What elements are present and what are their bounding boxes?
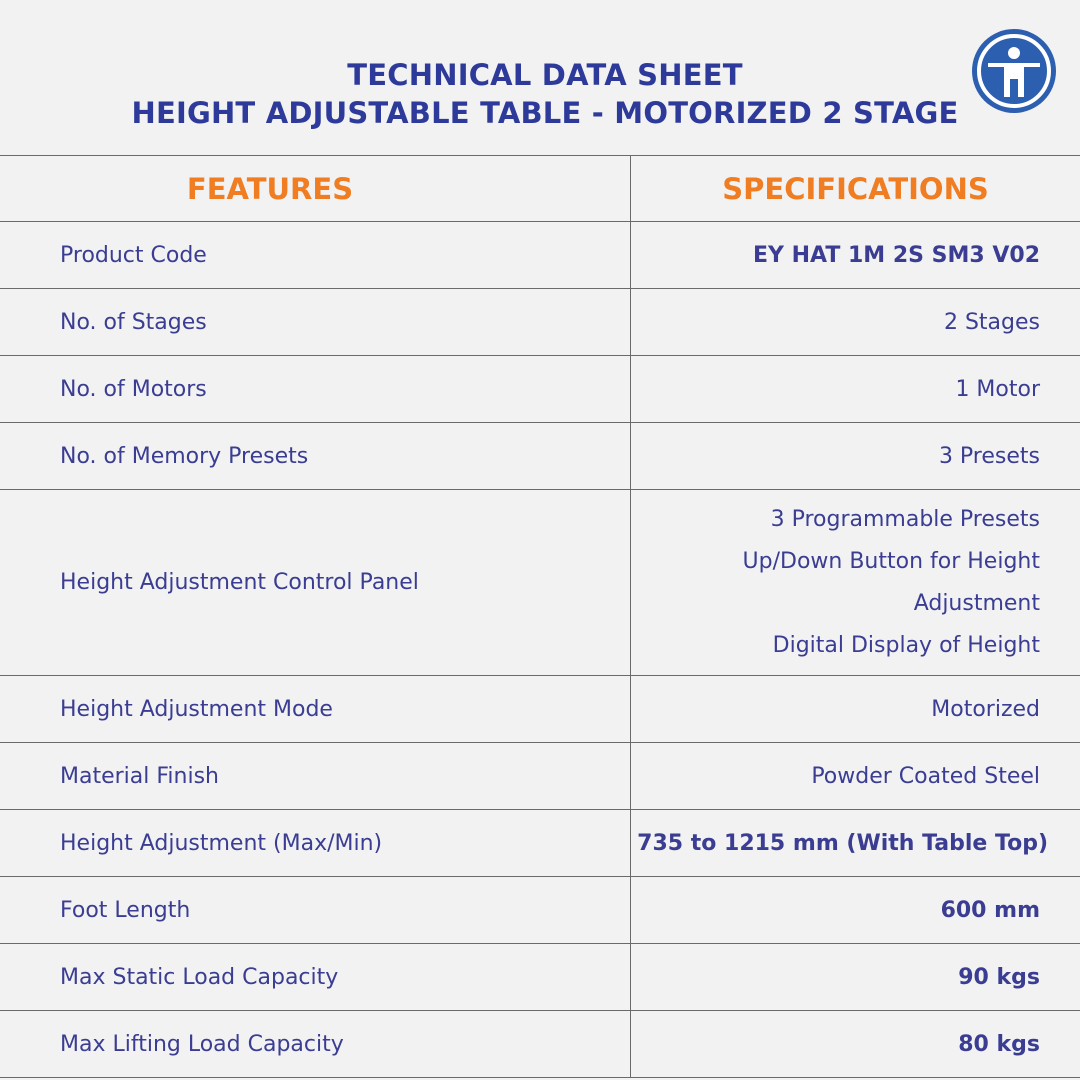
spec-value: EY HAT 1M 2S SM3 V02 — [631, 222, 1080, 289]
sheet-header — [0, 0, 1080, 155]
spec-line: Up/Down Button for Height Adjustment — [742, 548, 1040, 616]
page-title: TECHNICAL DATA SHEET — [347, 58, 743, 92]
table-row — [0, 1011, 1080, 1078]
feature-label: Material Finish — [0, 743, 631, 810]
feature-label: Height Adjustment (Max/Min) — [0, 810, 631, 877]
spec-value: Motorized — [631, 676, 1080, 743]
feature-label: No. of Motors — [0, 356, 631, 423]
spec-value: 1 Motor — [631, 356, 1080, 423]
spec-value: Powder Coated Steel — [631, 743, 1080, 810]
feature-label: Height Adjustment Mode — [0, 676, 631, 743]
table-row — [0, 676, 1080, 743]
table-row — [0, 356, 1080, 423]
vitruvian-man-icon — [970, 27, 1058, 115]
page-subtitle: HEIGHT ADJUSTABLE TABLE - MOTORIZED 2 STAGE — [131, 96, 959, 130]
table-row — [0, 222, 1080, 289]
spec-line: Digital Display of Height — [772, 632, 1040, 658]
feature-label: Height Adjustment Control Panel — [0, 490, 631, 676]
table-row — [0, 810, 1080, 877]
feature-label: No. of Stages — [0, 289, 631, 356]
table-row — [0, 490, 1080, 676]
table-row — [0, 289, 1080, 356]
spec-value: 600 mm — [631, 877, 1080, 944]
table-row — [0, 944, 1080, 1011]
feature-label: No. of Memory Presets — [0, 423, 631, 490]
features-header: FEATURES — [0, 156, 631, 222]
spec-value: 80 kgs — [631, 1011, 1080, 1078]
spec-value: 735 to 1215 mm (With Table Top) — [631, 810, 1080, 877]
feature-label: Max Static Load Capacity — [0, 944, 631, 1011]
table-row — [0, 423, 1080, 490]
spec-table — [0, 155, 1080, 1078]
feature-label: Product Code — [0, 222, 631, 289]
spec-line: 3 Programmable Presets — [770, 506, 1040, 532]
spec-value: 3 Presets — [631, 423, 1080, 490]
specifications-header: SPECIFICATIONS — [631, 156, 1080, 222]
feature-label: Max Lifting Load Capacity — [0, 1011, 631, 1078]
spec-value: 90 kgs — [631, 944, 1080, 1011]
spec-value-multiline — [631, 490, 1080, 676]
table-row — [0, 877, 1080, 944]
table-header-row — [0, 156, 1080, 222]
spec-value: 2 Stages — [631, 289, 1080, 356]
table-row — [0, 743, 1080, 810]
feature-label: Foot Length — [0, 877, 631, 944]
